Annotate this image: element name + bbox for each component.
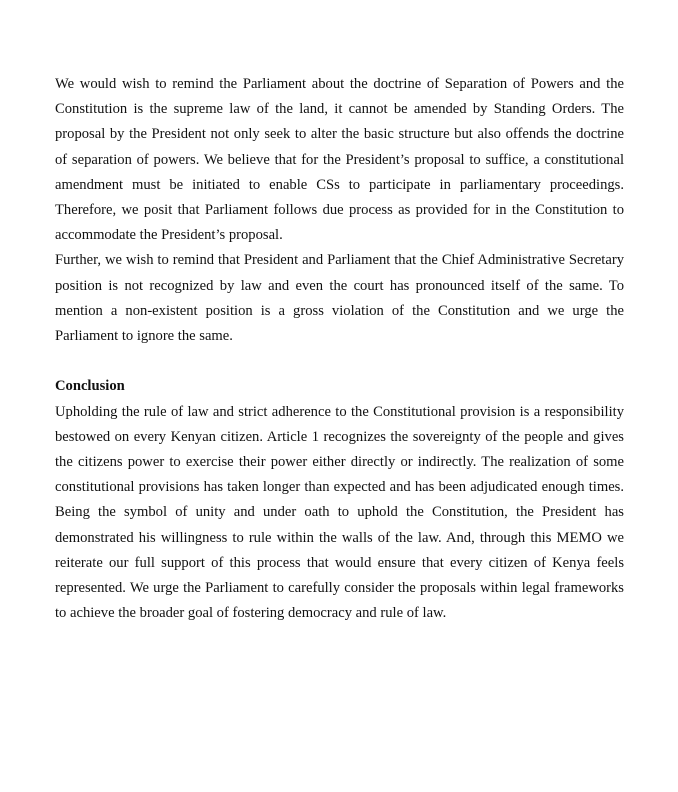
conclusion-heading: Conclusion — [55, 378, 125, 395]
paragraph-spacer — [55, 349, 624, 374]
conclusion-paragraph: Upholding the rule of law and strict adherence to the Constitutional provision is a responsibility bestowed on every Kenyan citizen. Article 1 recognizes the sovereignty of the people and gives the citizens power to exercise their power either directly or indirectly. The realization of some constitutional provisions has taken longer than expected and has been adjudicated enough times. Being the symbol of unity and under oath to uphold the Constitution, the President has demonstrated his willingness to rule within the walls of the law. And, through this MEMO we reiterate our full support of this process that would ensure that every citizen of Kenya feels represented. We urge the Parliament to carefully consider the proposals within legal frameworks to achieve the broader goal of fostering democracy and rule of law. — [55, 403, 624, 622]
paragraph-chief-administrative-secretary: Further, we wish to remind that President and Parliament that the Chief Administrative Secretary position is not recognized by law and even the court has pronounced itself of the same. To mention a non-existent position is a gross violation of the Constitution and we urge the Parliament to ignore the same. — [55, 252, 624, 345]
paragraph-separation-of-powers: We would wish to remind the Parliament about the doctrine of Separation of Powers and the Constitution is the supreme law of the land, it cannot be amended by Standing Orders. The proposal by the President not only seek to alter the basic structure but also offends the doctrine of separation of powers. We believe that for the President’s proposal to suffice, a constitutional amendment must be initiated to enable CSs to participate in parliamentary proceedings. Therefore, we posit that Parliament follows due process as provided for in the Constitution to accommodate the President’s proposal. — [55, 76, 624, 244]
document-body — [55, 72, 624, 626]
